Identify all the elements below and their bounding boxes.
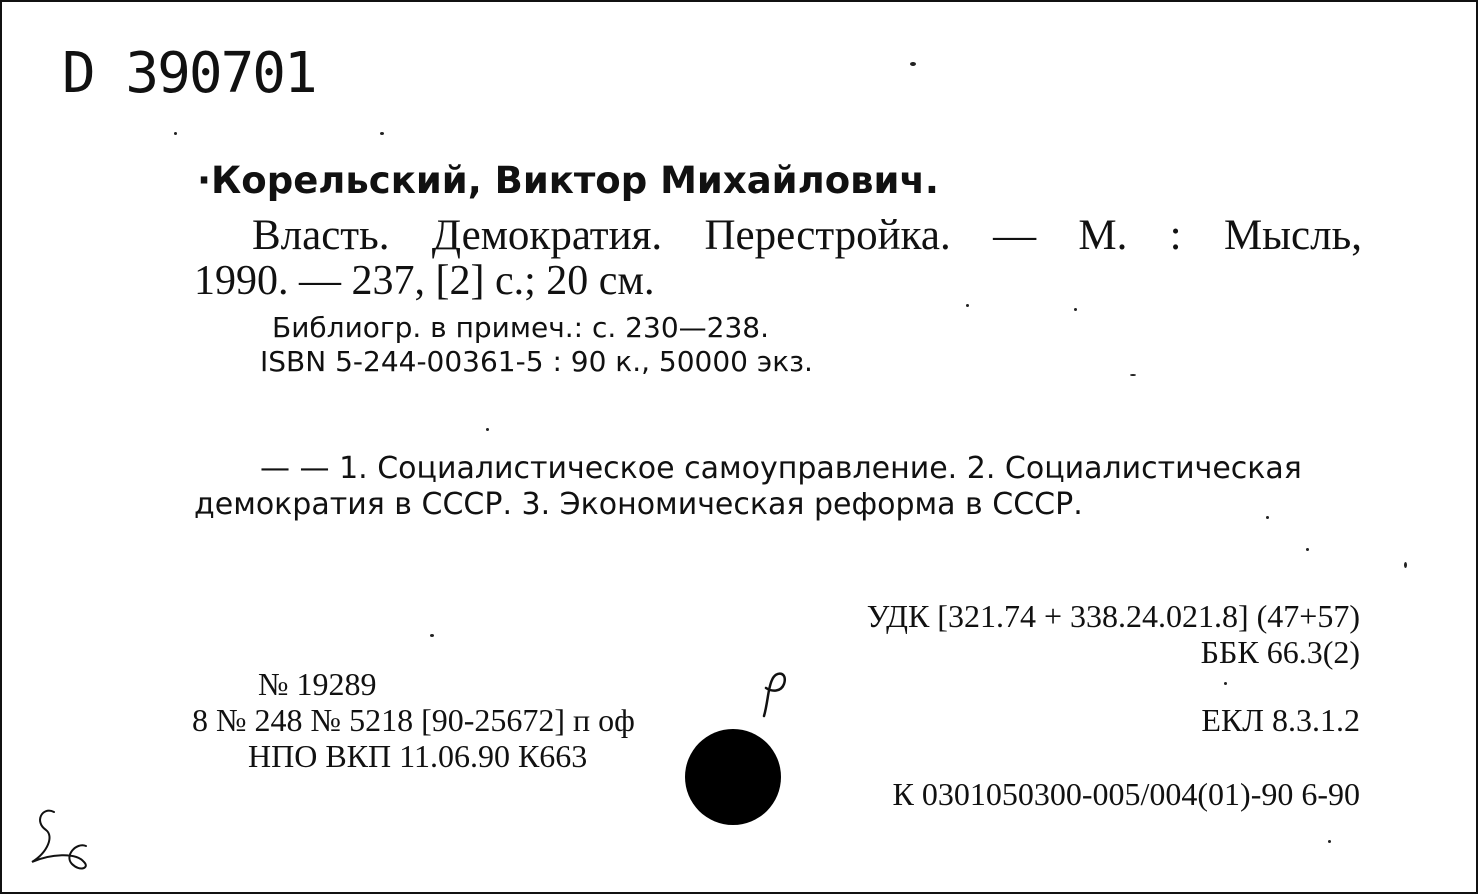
udk-code: УДК [321.74 + 338.24.021.8] (47+57) xyxy=(866,598,1360,634)
title-word: Власть. xyxy=(252,212,390,259)
specks xyxy=(966,304,969,307)
catalog-number: D 390701 xyxy=(62,41,316,106)
k-code: К 0301050300-005/004(01)-90 6-90 xyxy=(892,776,1360,812)
specks xyxy=(1306,548,1309,551)
title-word: — xyxy=(993,212,1037,259)
title-line-2: 1990. — 237, [2] с.; 20 см. xyxy=(194,258,655,304)
order-number: № 19289 xyxy=(258,666,377,702)
title-word: М. xyxy=(1078,212,1128,259)
specks xyxy=(1130,374,1136,376)
specks xyxy=(1404,562,1407,568)
ekl-code: ЕКЛ 8.3.1.2 xyxy=(1201,702,1360,738)
publisher-info: НПО ВКП 11.06.90 К663 xyxy=(248,738,588,774)
specks xyxy=(174,132,177,135)
bbk-code: ББК 66.3(2) xyxy=(1200,634,1360,670)
specks xyxy=(1328,840,1331,843)
subjects-line-2: демократия в СССР. 3. Экономическая реформа в СССР. xyxy=(194,487,1083,522)
subjects-line-1: — — 1. Социалистическое самоуправление. 2. Социалистическая xyxy=(260,451,1302,486)
punch-hole xyxy=(685,729,781,825)
handwritten-mark-icon xyxy=(754,666,794,718)
handwritten-initial-icon xyxy=(20,802,100,872)
specks xyxy=(910,62,916,66)
print-info: 8 № 248 № 5218 [90-25672] п оф xyxy=(192,702,635,738)
title-line-1 xyxy=(252,214,1362,257)
title-word: Демократия. xyxy=(431,212,663,259)
bibliography-note: Библиогр. в примеч.: с. 230—238. xyxy=(272,311,769,344)
specks xyxy=(1074,308,1077,311)
specks xyxy=(380,132,384,135)
title-word: : xyxy=(1169,212,1182,259)
title-word: Мысль, xyxy=(1223,212,1362,259)
specks xyxy=(1224,682,1227,685)
specks xyxy=(486,428,489,431)
isbn-line: ISBN 5-244-00361-5 : 90 к., 50000 экз. xyxy=(260,345,813,378)
title-word: Перестройка. xyxy=(704,212,951,259)
author-name: ·Корельский, Виктор Михайлович. xyxy=(197,159,939,202)
specks xyxy=(430,634,434,637)
specks xyxy=(1266,516,1269,519)
